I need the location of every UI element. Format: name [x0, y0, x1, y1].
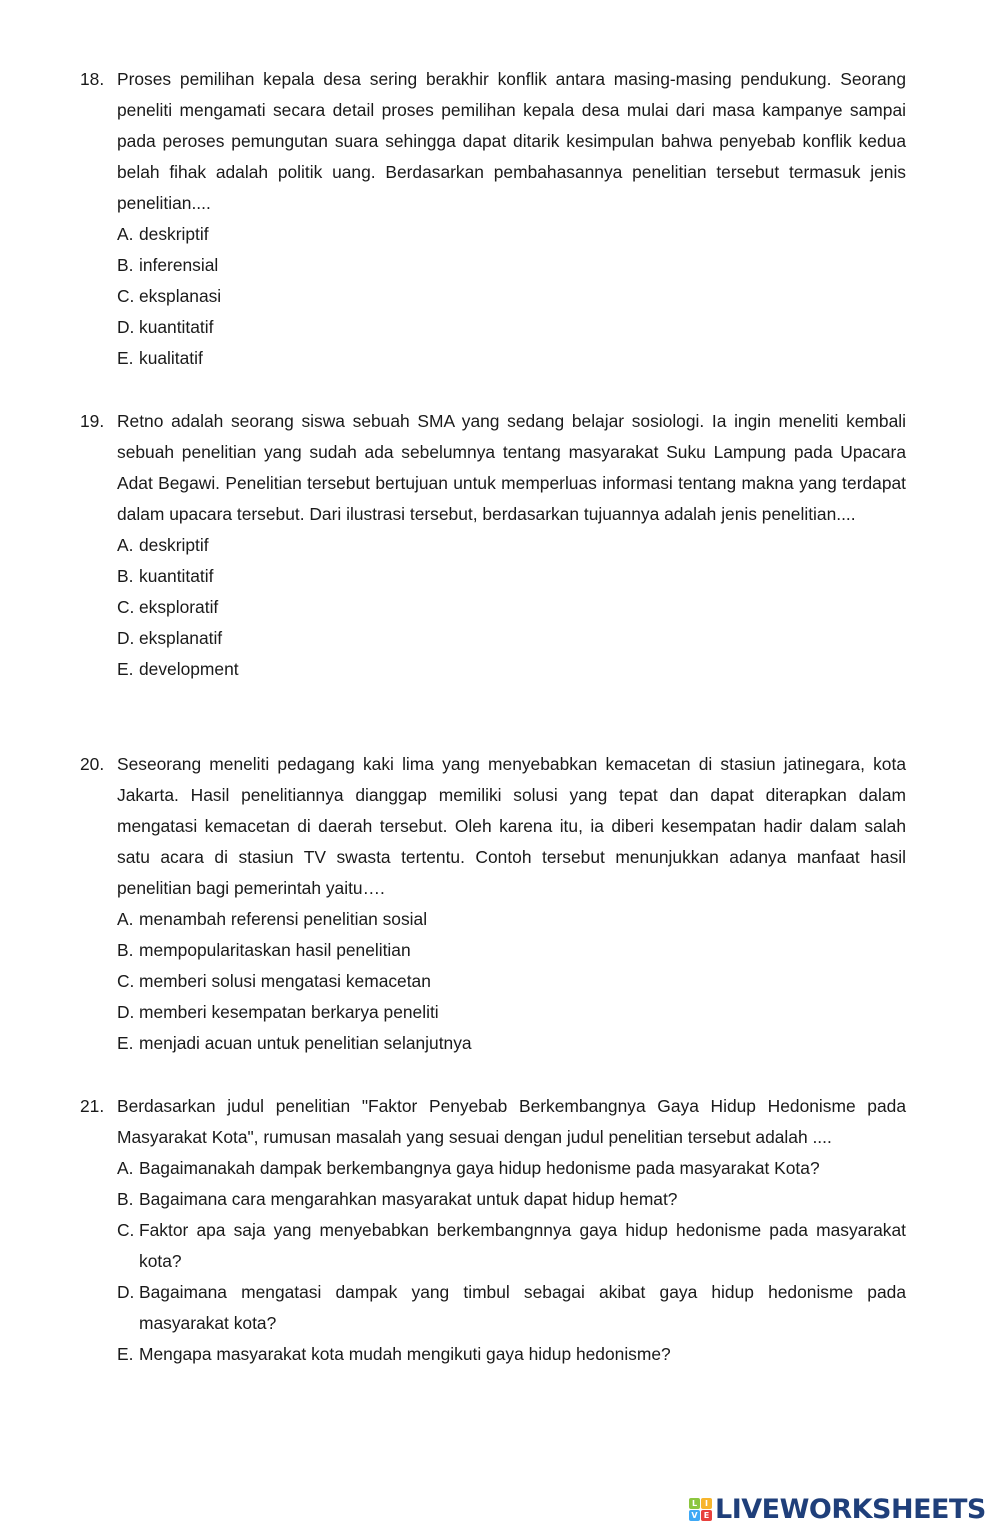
option-letter: C. [117, 597, 135, 617]
option-d [117, 312, 906, 343]
option-text: Bagaimanakah dampak berkembangnya gaya hidup hedonisme pada masyarakat Kota? [139, 1158, 820, 1178]
question-number: 21. [80, 1096, 105, 1116]
option-a [117, 1153, 906, 1184]
option-text: deskriptif [139, 224, 209, 244]
option-d [117, 997, 906, 1028]
question-19 [80, 406, 906, 685]
option-b [117, 1184, 906, 1215]
live-tiles-icon [689, 1498, 712, 1521]
option-letter: E. [117, 1344, 134, 1364]
option-letter: E. [117, 1033, 134, 1053]
option-text: eksploratif [139, 597, 219, 617]
option-letter: D. [117, 1282, 135, 1302]
option-text: Faktor apa saja yang menyebabkan berkembangnnya gaya hidup hedonisme pada masyarakat kota? [139, 1220, 906, 1271]
option-text: kuantitatif [139, 566, 214, 586]
option-text: inferensial [139, 255, 219, 275]
option-text: memberi solusi mengatasi kemacetan [139, 971, 431, 991]
option-d [117, 1277, 906, 1339]
question-text: Proses pemilihan kepala desa sering berakhir konflik antara masing-masing pendukung. Seorang peneliti mengamati secara detail proses pemilihan kepala desa mulai dari masa kampanye sampai pada peroses pemungutan suara sehingga dapat ditarik kesimpulan bahwa penyebab konflik kedua belah fihak adalah politik uang. Berdasarkan pembahasannya penelitian tersebut termasuk jenis penelitian.... [117, 69, 906, 213]
logo-tile-l: L [689, 1498, 700, 1509]
option-text: Mengapa masyarakat kota mudah mengikuti gaya hidup hedonisme? [139, 1344, 671, 1364]
option-list [117, 530, 906, 685]
option-text: eksplanatif [139, 628, 223, 648]
question-20 [80, 749, 906, 1059]
option-text: Bagaimana mengatasi dampak yang timbul sebagai akibat gaya hidup hedonisme pada masyarakat kota? [139, 1282, 906, 1333]
option-letter: C. [117, 1220, 135, 1240]
option-text: eksplanasi [139, 286, 222, 306]
option-text: kualitatif [139, 348, 203, 368]
question-text: Berdasarkan judul penelitian "Faktor Penyebab Berkembangnya Gaya Hidup Hedonisme pada Masyarakat Kota", rumusan masalah yang sesuai dengan judul penelitian tersebut adalah .... [117, 1096, 906, 1147]
option-c [117, 592, 906, 623]
option-a [117, 219, 906, 250]
option-letter: D. [117, 317, 135, 337]
option-letter: B. [117, 566, 134, 586]
option-b [117, 250, 906, 281]
option-letter: C. [117, 286, 135, 306]
option-letter: B. [117, 1189, 134, 1209]
option-letter: D. [117, 1002, 135, 1022]
option-letter: B. [117, 940, 134, 960]
option-e [117, 1339, 906, 1370]
option-letter: A. [117, 909, 134, 929]
option-c [117, 966, 906, 997]
option-letter: D. [117, 628, 135, 648]
question-number: 19. [80, 411, 105, 431]
question-text: Retno adalah seorang siswa sebuah SMA yang sedang belajar sosiologi. Ia ingin meneliti kembali sebuah penelitian yang sudah ada sebelumnya tentang masyarakat Suku Lampung pada Upacara Adat Begawi. Penelitian tersebut bertujuan untuk memperluas informasi tentang makna yang terdapat dalam upacara tersebut. Dari ilustrasi tersebut, berdasarkan tujuannya adalah jenis penelitian.... [117, 411, 906, 524]
option-letter: B. [117, 255, 134, 275]
option-e [117, 654, 906, 685]
option-letter: E. [117, 348, 134, 368]
option-b [117, 935, 906, 966]
option-e [117, 343, 906, 374]
option-a [117, 904, 906, 935]
logo-tile-e: E [701, 1510, 712, 1521]
option-list [117, 219, 906, 374]
option-letter: E. [117, 659, 134, 679]
question-number: 18. [80, 69, 105, 89]
option-c [117, 281, 906, 312]
option-text: menjadi acuan untuk penelitian selanjutnya [139, 1033, 472, 1053]
question-number: 20. [80, 754, 105, 774]
question-21 [80, 1091, 906, 1370]
option-d [117, 623, 906, 654]
option-text: Bagaimana cara mengarahkan masyarakat untuk dapat hidup hemat? [139, 1189, 678, 1209]
liveworksheets-logo [689, 1494, 986, 1525]
option-a [117, 530, 906, 561]
option-b [117, 561, 906, 592]
option-text: deskriptif [139, 535, 209, 555]
option-e [117, 1028, 906, 1059]
option-text: menambah referensi penelitian sosial [139, 909, 428, 929]
option-letter: A. [117, 535, 134, 555]
option-text: memberi kesempatan berkarya peneliti [139, 1002, 439, 1022]
option-text: mempopularitaskan hasil penelitian [139, 940, 411, 960]
option-letter: A. [117, 1158, 134, 1178]
question-text: Seseorang meneliti pedagang kaki lima yang menyebabkan kemacetan di stasiun jatinegara, kota Jakarta. Hasil penelitiannya dianggap memiliki solusi yang tepat dan dapat diterapkan dalam mengatasi kemacetan di daerah tersebut. Oleh karena itu, ia diberi kesempatan hadir dalam salah satu acara di stasiun TV swasta tertentu. Contoh tersebut menunjukkan adanya manfaat hasil penelitian bagi pemerintah yaitu…. [117, 754, 906, 898]
option-list [117, 904, 906, 1059]
logo-tile-i: I [701, 1498, 712, 1509]
option-text: development [139, 659, 239, 679]
option-list [117, 1153, 906, 1370]
option-c [117, 1215, 906, 1277]
option-text: kuantitatif [139, 317, 214, 337]
option-letter: C. [117, 971, 135, 991]
logo-wordmark: LIVEWORKSHEETS [715, 1494, 986, 1525]
option-letter: A. [117, 224, 134, 244]
question-18 [80, 64, 906, 374]
logo-tile-v: V [689, 1510, 700, 1521]
